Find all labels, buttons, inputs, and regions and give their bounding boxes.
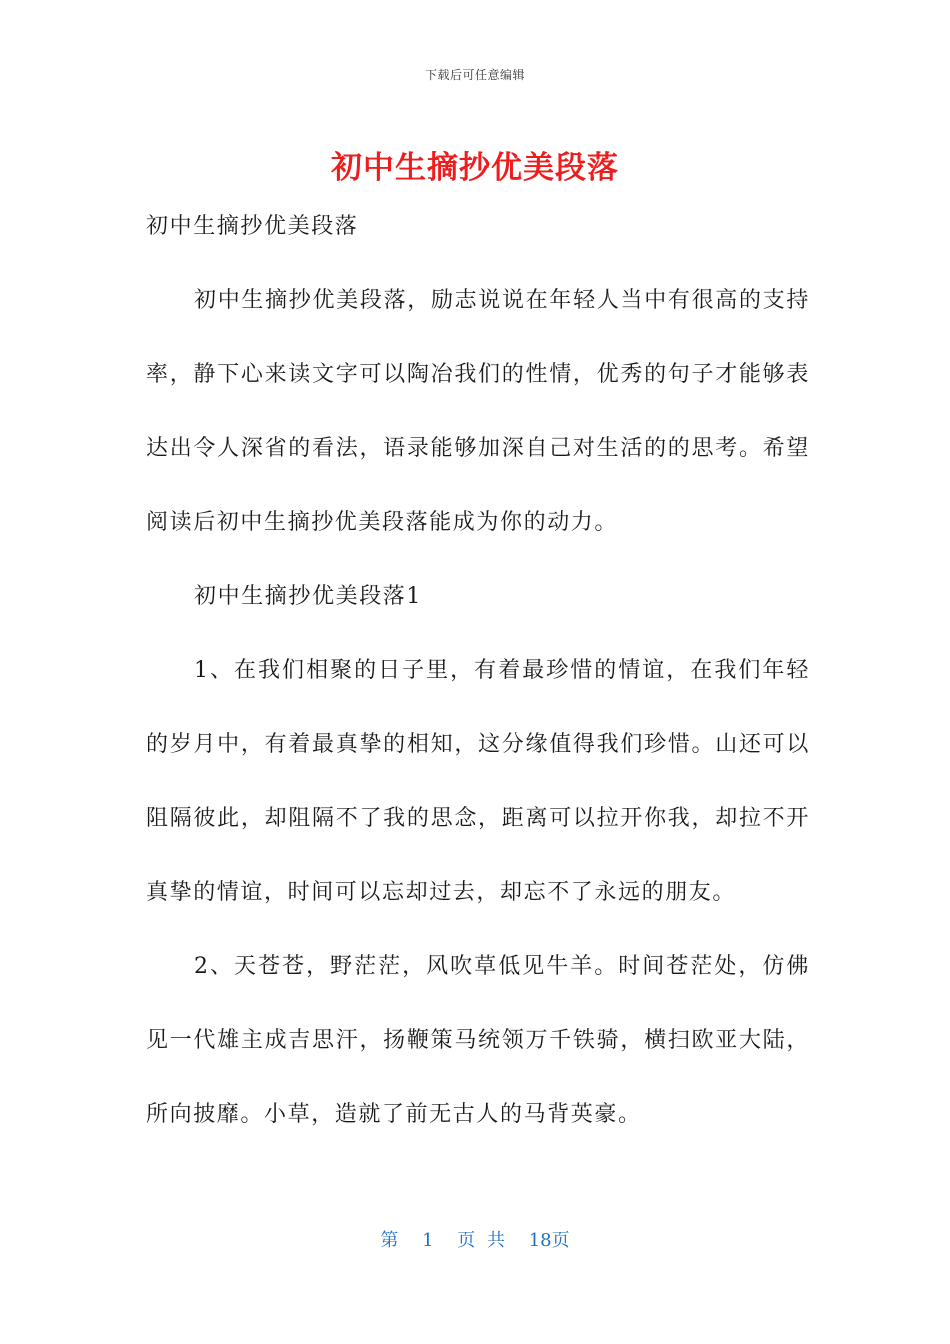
- paragraph-item-1: 1、在我们相聚的日子里，有着最珍惜的情谊，在我们年轻的岁月中，有着最真挚的相知，这分缘值得我们珍惜。山还可以阻隔彼此，却阻隔不了我的思念，距离可以拉开你我，却拉不开真挚的情谊，时间可以忘却过去，却忘不了永远的朋友。: [146, 658, 810, 905]
- footer-total-pages: 18页: [528, 1230, 570, 1251]
- footer-page-mid: 页 共: [457, 1230, 505, 1251]
- section-heading: 初中生摘抄优美段落1: [194, 584, 422, 609]
- page-footer: [0, 1226, 950, 1252]
- header-note: 下载后可任意编辑: [424, 68, 525, 82]
- document-title: 初中生摘抄优美段落: [331, 150, 619, 186]
- paragraph-intro: 初中生摘抄优美段落，励志说说在年轻人当中有很高的支持率，静下心来读文字可以陶冶我们的性情，优秀的句子才能够表达出令人深省的看法，语录能够加深自己对生活的的思考。希望阅读后初中生摘抄优美段落能成为你的动力。: [146, 288, 810, 535]
- paragraph-subtitle: 初中生摘抄优美段落: [146, 214, 359, 239]
- paragraph-item-2: 2、天苍苍，野茫茫，风吹草低见牛羊。时间苍茫处，仿佛见一代雄主成吉思汗，扬鞭策马统领万千铁骑，横扫欧亚大陆，所向披靡。小草，造就了前无古人的马背英豪。: [146, 954, 810, 1127]
- footer-page-number: 1: [422, 1230, 434, 1251]
- document-body: [146, 190, 810, 1152]
- footer-page-prefix: 第: [380, 1230, 399, 1251]
